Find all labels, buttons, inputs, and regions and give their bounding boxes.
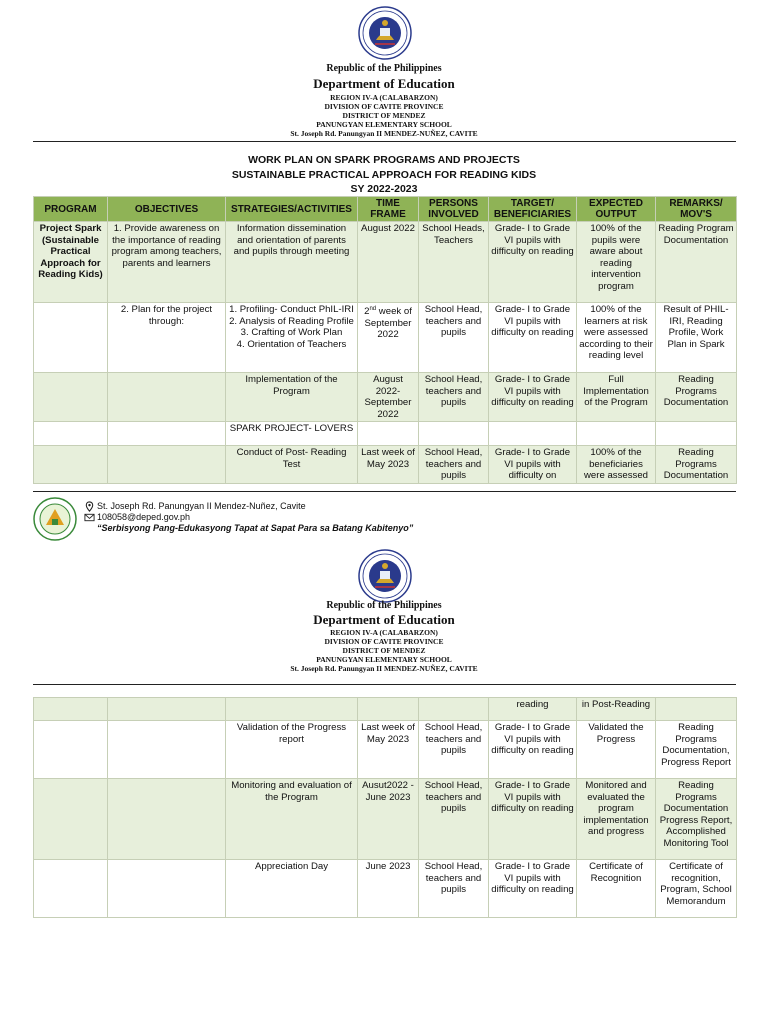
cell-output: 100% of the learners at risk were assessed according to their reading level xyxy=(577,303,656,373)
cell-persons: School Head, teachers and pupils xyxy=(419,373,489,422)
cell-remarks: Reading Programs Documentation xyxy=(656,446,737,484)
col-header-time-frame: TIME FRAME xyxy=(358,197,419,222)
cell-objectives: 2. Plan for the project through: xyxy=(108,303,226,373)
cell-program xyxy=(34,422,108,446)
footer-divider xyxy=(33,491,736,492)
col-header-persons: PERSONS INVOLVED xyxy=(419,197,489,222)
cell-persons: School Head, teachers and pupils xyxy=(419,721,489,779)
cell-target: Grade- I to Grade VI pupils with difficulty on reading xyxy=(489,373,577,422)
cell-time-frame: 2nd week of September 2022 xyxy=(358,303,419,373)
district-line: DISTRICT OF MENDEZ xyxy=(342,646,426,655)
work-plan-table-page2 xyxy=(33,697,737,918)
col-header-objectives: OBJECTIVES xyxy=(108,197,226,222)
cell-strategies: Conduct of Post- Reading Test xyxy=(226,446,358,484)
cell-time-frame xyxy=(358,422,419,446)
col-header-strategies: STRATEGIES/ACTIVITIES xyxy=(226,197,358,222)
region-line: REGION IV-A (CALABARZON) xyxy=(330,93,438,102)
footer-motto: “Serbisyong Pang-Edukasyong Tapat at Sapat Para sa Batang Kabitenyo” xyxy=(97,523,414,533)
col-header-target: TARGET/ BENEFICIARIES xyxy=(489,197,577,222)
footer-email xyxy=(84,512,190,523)
cell-time-frame: August 2022- September 2022 xyxy=(358,373,419,422)
cell-strategies: SPARK PROJECT- LOVERS xyxy=(226,422,358,446)
cell-remarks: Reading Programs Documentation, Progress Report xyxy=(656,721,737,779)
cell-target: reading xyxy=(489,698,577,721)
cell-strategies: 1. Profiling- Conduct PhIL-IRI 2. Analysis of Reading Profile 3. Crafting of Work Plan 4. Orientation of Teachers xyxy=(226,303,358,373)
cell-strategies: Appreciation Day xyxy=(226,860,358,918)
cell-time-frame xyxy=(358,698,419,721)
cell-strategies: Validation of the Progress report xyxy=(226,721,358,779)
republic-line: Republic of the Philippines xyxy=(326,600,442,611)
col-header-remarks: REMARKS/ MOV'S xyxy=(656,197,737,222)
cell-time-frame: Last week of May 2023 xyxy=(358,721,419,779)
cell-program: Project Spark (Sustainable Practical Approach for Reading Kids) xyxy=(34,222,108,303)
header-divider xyxy=(33,141,736,142)
cell-strategies: Implementation of the Program xyxy=(226,373,358,422)
cell-program xyxy=(34,860,108,918)
address-line: St. Joseph Rd. Panungyan II MENDEZ-NUÑEZ, CAVITE xyxy=(290,129,478,138)
division-line: DIVISION OF CAVITE PROVINCE xyxy=(324,637,444,646)
republic-line: Republic of the Philippines xyxy=(326,63,442,74)
cell-time-frame: Last week of May 2023 xyxy=(358,446,419,484)
school-logo-icon xyxy=(33,497,77,541)
cell-target: Grade- I to Grade VI pupils with difficulty on reading xyxy=(489,779,577,860)
table-row xyxy=(34,422,737,446)
cell-objectives xyxy=(108,860,226,918)
title-line-2: SUSTAINABLE PRACTICAL APPROACH FOR READING KIDS xyxy=(231,168,537,181)
cell-program xyxy=(34,779,108,860)
work-plan-table-page1 xyxy=(33,196,737,484)
header-divider xyxy=(33,684,736,685)
table-row xyxy=(34,303,737,373)
cell-objectives xyxy=(108,779,226,860)
cell-persons: School Head, teachers and pupils xyxy=(419,446,489,484)
cell-output: Full Implementation of the Program xyxy=(577,373,656,422)
cell-persons: School Head, teachers and pupils xyxy=(419,303,489,373)
title-line-3: SY 2022-2023 xyxy=(350,183,418,195)
cell-time-frame: Ausut2022 - June 2023 xyxy=(358,779,419,860)
cell-persons xyxy=(419,698,489,721)
cell-remarks: Reading Programs Documentation xyxy=(656,373,737,422)
cell-output: in Post-Reading xyxy=(577,698,656,721)
cell-output xyxy=(577,422,656,446)
cell-time-frame: June 2023 xyxy=(358,860,419,918)
cell-strategies: Information dissemination and orientation of parents and pupils through meeting xyxy=(226,222,358,303)
cell-remarks: Reading Program Documentation xyxy=(656,222,737,303)
deped-seal-icon xyxy=(358,549,412,603)
school-line: PANUNGYAN ELEMENTARY SCHOOL xyxy=(316,120,452,129)
cell-objectives xyxy=(108,446,226,484)
cell-target xyxy=(489,422,577,446)
cell-output: 100% of the pupils were aware about reading intervention program xyxy=(577,222,656,303)
cell-target: Grade- I to Grade VI pupils with difficulty on reading xyxy=(489,303,577,373)
col-header-output: EXPECTED OUTPUT xyxy=(577,197,656,222)
title-line-1: WORK PLAN ON SPARK PROGRAMS AND PROJECTS xyxy=(248,154,520,166)
col-header-program: PROGRAM xyxy=(34,197,108,222)
cell-output: Validated the Progress xyxy=(577,721,656,779)
cell-remarks: Reading Programs Documentation Progress Report, Accomplished Monitoring Tool xyxy=(656,779,737,860)
cell-objectives xyxy=(108,721,226,779)
cell-program xyxy=(34,303,108,373)
cell-output: Monitored and evaluated the program implementation and progress xyxy=(577,779,656,860)
footer-email-text[interactable]: 108058@deped.gov.ph xyxy=(97,512,191,522)
division-line: DIVISION OF CAVITE PROVINCE xyxy=(324,102,444,111)
cell-objectives xyxy=(108,698,226,721)
table-row xyxy=(34,779,737,860)
cell-persons: School Head, teachers and pupils xyxy=(419,860,489,918)
cell-output: 100% of the beneficiaries were assessed xyxy=(577,446,656,484)
cell-program xyxy=(34,698,108,721)
work-plan-titles xyxy=(0,153,768,197)
cell-strategies: Monitoring and evaluation of the Program xyxy=(226,779,358,860)
footer-address xyxy=(84,501,306,512)
cell-target: Grade- I to Grade VI pupils with difficulty on xyxy=(489,446,577,484)
cell-time-frame: August 2022 xyxy=(358,222,419,303)
table-row xyxy=(34,446,737,484)
cell-objectives: 1. Provide awareness on the importance of reading program among teachers, parents and learners xyxy=(108,222,226,303)
table-row xyxy=(34,860,737,918)
table-row xyxy=(34,698,737,721)
email-icon xyxy=(84,512,95,523)
address-line: St. Joseph Rd. Panungyan II MENDEZ-NUÑEZ, CAVITE xyxy=(290,664,478,673)
region-line: REGION IV-A (CALABARZON) xyxy=(330,628,438,637)
table-row xyxy=(34,222,737,303)
school-line: PANUNGYAN ELEMENTARY SCHOOL xyxy=(316,655,452,664)
cell-target: Grade- I to Grade VI pupils with difficulty on reading xyxy=(489,721,577,779)
cell-strategies xyxy=(226,698,358,721)
district-line: DISTRICT OF MENDEZ xyxy=(342,111,426,120)
department-line: Department of Education xyxy=(313,76,455,91)
cell-remarks: Certificate of recognition, Program, School Memorandum xyxy=(656,860,737,918)
department-line: Department of Education xyxy=(313,612,455,627)
table-row xyxy=(34,373,737,422)
cell-objectives xyxy=(108,422,226,446)
cell-program xyxy=(34,721,108,779)
cell-objectives xyxy=(108,373,226,422)
deped-seal-icon xyxy=(358,6,412,60)
cell-program xyxy=(34,446,108,484)
cell-persons: School Heads, Teachers xyxy=(419,222,489,303)
cell-program xyxy=(34,373,108,422)
cell-target: Grade- I to Grade VI pupils with difficulty on reading xyxy=(489,222,577,303)
cell-target: Grade- I to Grade VI pupils with difficulty on reading xyxy=(489,860,577,918)
cell-remarks xyxy=(656,698,737,721)
location-pin-icon xyxy=(84,501,95,512)
footer-address-text: St. Joseph Rd. Panungyan II Mendez-Nuñez, Cavite xyxy=(97,501,306,511)
cell-persons: School Head, teachers and pupils xyxy=(419,779,489,860)
cell-remarks: Result of PHIL-IRI, Reading Profile, Work Plan in Spark xyxy=(656,303,737,373)
table-row xyxy=(34,721,737,779)
cell-remarks xyxy=(656,422,737,446)
cell-persons xyxy=(419,422,489,446)
cell-output: Certificate of Recognition xyxy=(577,860,656,918)
